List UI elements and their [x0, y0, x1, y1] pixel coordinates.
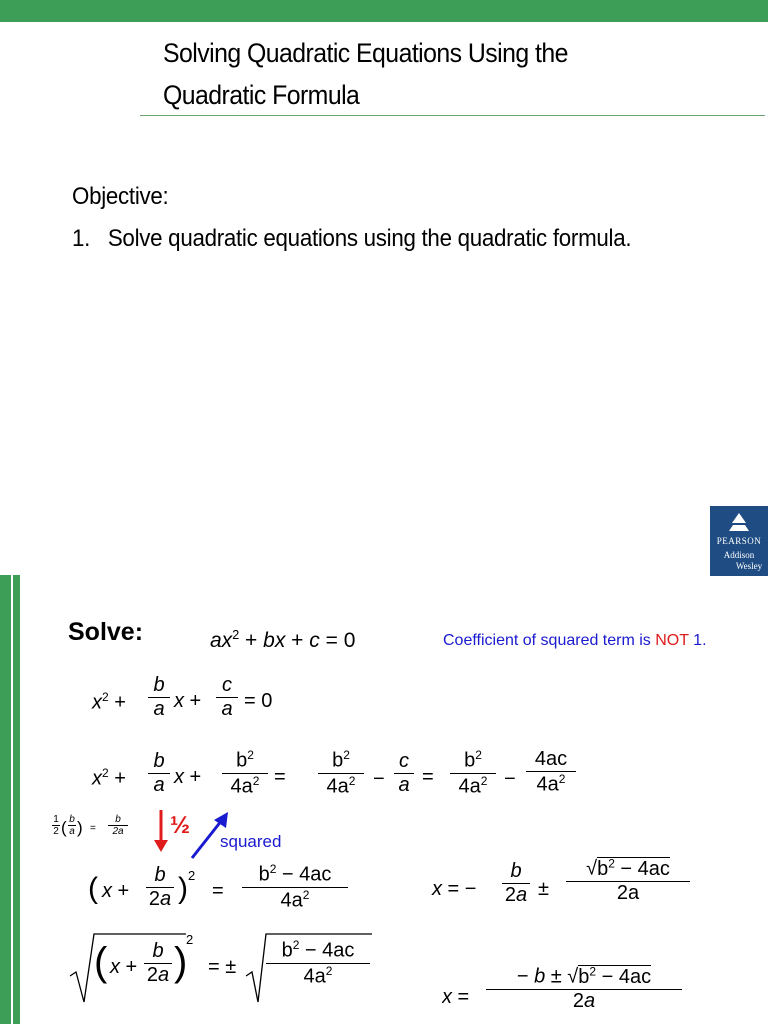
- objective-label: Objective:: [72, 183, 169, 210]
- pearson-logo-icon: [710, 506, 768, 576]
- logo-line-3: Wesley: [735, 561, 763, 571]
- title-divider: [140, 115, 765, 116]
- equation-step-5: ( x + b 2a ) 2 = ± $b^2 - 4ac$ $4a^2$: [68, 930, 378, 1010]
- equation-step-2: $x^2$ + b a x + $b^2$ $4a^2$ = $b^2$ $4a^2$ − c a = $b^2$ $4a^2$ − 4ac $4a^2$: [92, 748, 582, 814]
- slide-sidebar: [0, 575, 20, 1024]
- down-arrow-icon: [152, 806, 172, 854]
- title-line-1: Solving Quadratic Equations Using the: [163, 38, 568, 68]
- note-prefix: Coefficient of squared term is: [443, 632, 656, 649]
- objective-item: 1. Solve quadratic equations using the quadratic formula.: [72, 225, 632, 252]
- squared-label: squared: [220, 832, 282, 851]
- coefficient-note: [443, 632, 707, 650]
- equation-step-4: x = − b 2a ± $√b^2 - 4ac$ 2a: [432, 856, 702, 926]
- equation-step-3: ( x + b 2a ) 2 = $b^2 - 4ac$ $4a^2$: [88, 862, 368, 928]
- sidebar-line: [11, 575, 13, 1024]
- title-line-2: Quadratic Formula: [163, 80, 360, 110]
- slide-title: [163, 32, 763, 116]
- quadratic-formula: x = − $b \pm √b^2 - 4ac$ 2a: [442, 960, 702, 1024]
- note-not: NOT: [655, 632, 689, 649]
- solve-label: Solve:: [68, 618, 144, 646]
- pearson-mark-icon: [710, 506, 768, 536]
- general-equation: $ax^2$ + bx + c = 0: [210, 628, 356, 652]
- equation-step-1: $x^2$ + b a x + c a = 0: [92, 674, 273, 720]
- logo-line-2: Addison: [723, 550, 755, 560]
- half-coefficient-note: 1 2 ( b a ) = b 2a: [52, 814, 142, 850]
- half-label: ½: [170, 812, 191, 839]
- top-accent-bar: [0, 0, 768, 22]
- logo-line-1: PEARSON: [716, 536, 762, 546]
- note-suffix: 1.: [688, 632, 707, 649]
